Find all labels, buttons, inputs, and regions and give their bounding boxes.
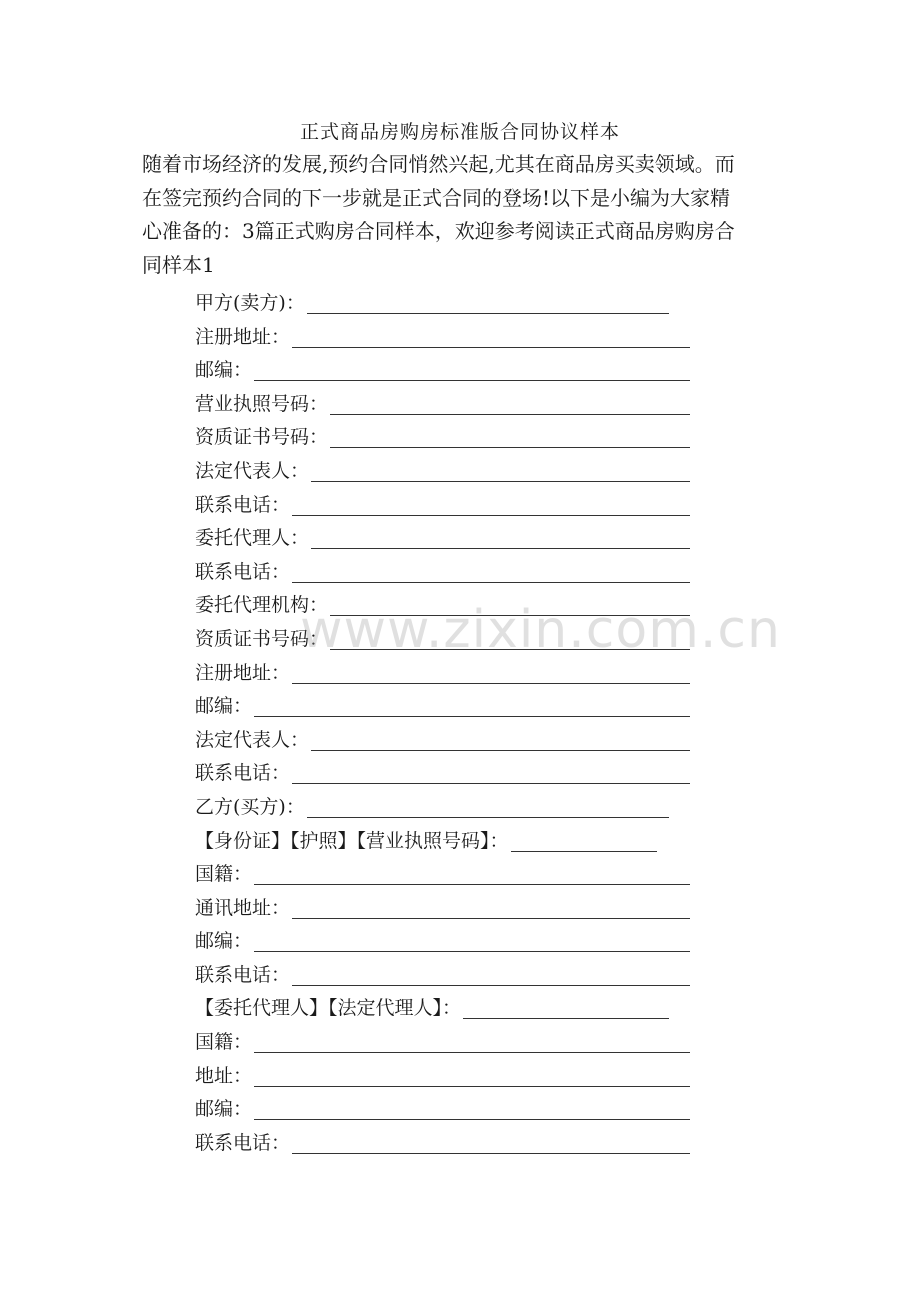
field-row [195, 1060, 695, 1094]
field-blank-line[interactable] [292, 892, 690, 919]
field-blank-line[interactable] [511, 825, 657, 852]
field-row [195, 858, 695, 892]
field-blank-line[interactable] [311, 455, 690, 482]
field-label: 邮编： [195, 1098, 253, 1121]
field-label: 邮编： [195, 930, 253, 953]
field-label: 营业执照号码： [195, 392, 329, 415]
field-blank-line[interactable] [254, 858, 690, 885]
field-label: 法定代表人： [195, 459, 310, 482]
field-row [195, 522, 695, 556]
field-label: 【身份证】【护照】【营业执照号码】： [195, 829, 509, 852]
field-label: 邮编： [195, 695, 253, 718]
intro-paragraph [142, 148, 782, 282]
field-label: 注册地址： [195, 661, 291, 684]
field-label: 联系电话： [195, 963, 291, 986]
field-blank-line[interactable] [311, 724, 690, 751]
field-blank-line[interactable] [330, 589, 690, 616]
field-row [195, 1093, 695, 1127]
watermark: www.zixin.com.cn [300, 600, 781, 660]
field-blank-line[interactable] [292, 757, 690, 784]
field-label: 通讯地址： [195, 896, 291, 919]
field-label: 国籍： [195, 1031, 253, 1054]
field-blank-line[interactable] [292, 657, 690, 684]
field-blank-line[interactable] [292, 1127, 690, 1154]
field-label: 联系电话： [195, 762, 291, 785]
field-blank-line[interactable] [292, 321, 690, 348]
field-row [195, 321, 695, 355]
field-blank-line[interactable] [311, 522, 690, 549]
field-blank-line[interactable] [254, 1026, 690, 1053]
field-row [195, 757, 695, 791]
intro-line: 随着市场经济的发展,预约合同悄然兴起,尤其在商品房买卖领域。而 [142, 152, 735, 176]
field-blank-line[interactable] [292, 489, 690, 516]
field-blank-line[interactable] [254, 1060, 690, 1087]
field-label: 乙方(买方)： [195, 795, 305, 818]
field-label: 资质证书号码： [195, 627, 329, 650]
field-label: 法定代表人： [195, 728, 310, 751]
field-label: 委托代理人： [195, 527, 310, 550]
field-row [195, 556, 695, 590]
field-row [195, 1127, 695, 1161]
field-blank-line[interactable] [254, 354, 690, 381]
field-row [195, 455, 695, 489]
field-row [195, 791, 695, 825]
field-label: 地址： [195, 1064, 253, 1087]
field-label: 国籍： [195, 863, 253, 886]
field-label: 邮编： [195, 359, 253, 382]
field-blank-line[interactable] [330, 421, 690, 448]
field-blank-line[interactable] [292, 556, 690, 583]
field-row [195, 825, 695, 859]
field-row [195, 992, 695, 1026]
field-row [195, 1026, 695, 1060]
document-title: 正式商品房购房标准版合同协议样本 [299, 121, 620, 143]
field-label: 委托代理机构： [195, 594, 329, 617]
field-row [195, 690, 695, 724]
field-row [195, 724, 695, 758]
field-row [195, 489, 695, 523]
field-row [195, 892, 695, 926]
field-blank-line[interactable] [307, 287, 669, 314]
field-label: 资质证书号码： [195, 426, 329, 449]
field-label: 联系电话： [195, 493, 291, 516]
field-label: 【委托代理人】【法定代理人】： [195, 997, 462, 1020]
field-label: 甲方(卖方)： [195, 292, 305, 314]
field-row [195, 421, 695, 455]
field-label: 联系电话： [195, 560, 291, 583]
intro-line: 心准备的：3篇正式购房合同样本，欢迎参考阅读正式商品房购房合 [142, 219, 735, 243]
intro-line: 同样本1 [142, 252, 215, 277]
field-label: 联系电话： [195, 1131, 291, 1154]
field-row [195, 657, 695, 691]
field-blank-line[interactable] [292, 959, 690, 986]
field-row [195, 589, 695, 623]
field-blank-line[interactable] [463, 992, 669, 1019]
contract-party-fields [195, 287, 695, 1160]
intro-line: 在签完预约合同的下一步就是正式合同的登场!以下是小编为大家精 [142, 185, 731, 210]
field-row [195, 623, 695, 657]
field-blank-line[interactable] [330, 623, 690, 650]
field-blank-line[interactable] [330, 388, 690, 415]
field-row [195, 959, 695, 993]
field-blank-line[interactable] [254, 925, 690, 952]
field-blank-line[interactable] [307, 791, 669, 818]
field-blank-line[interactable] [254, 1093, 690, 1120]
field-row [195, 354, 695, 388]
field-label: 注册地址： [195, 325, 291, 348]
field-row [195, 925, 695, 959]
field-row [195, 287, 695, 321]
field-row [195, 388, 695, 422]
field-blank-line[interactable] [254, 690, 690, 717]
